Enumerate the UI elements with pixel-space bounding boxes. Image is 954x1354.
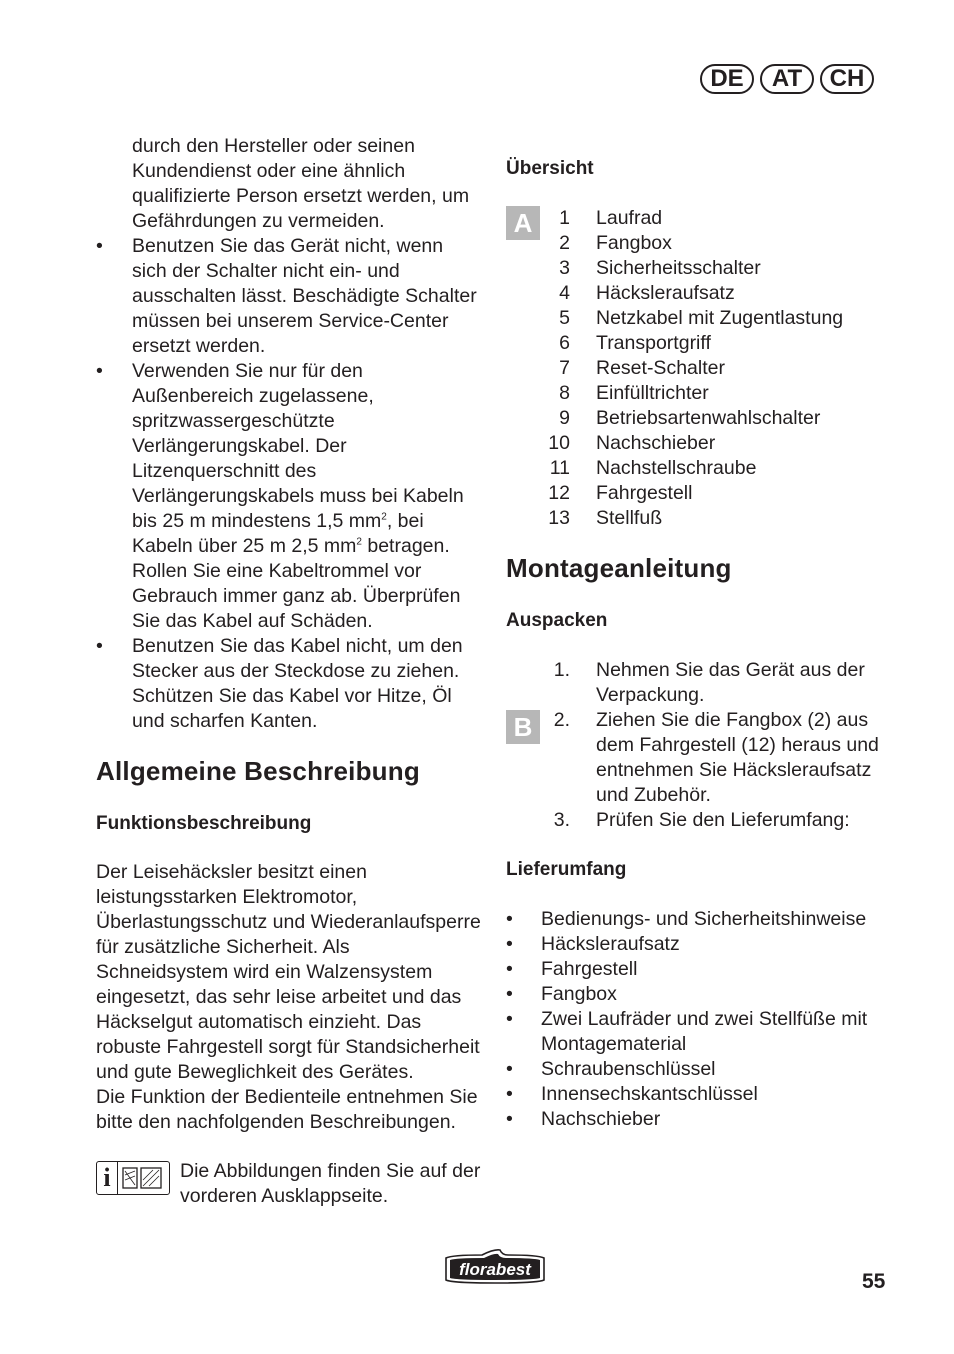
bullet-symbol: • xyxy=(506,1008,513,1030)
scope-item xyxy=(506,932,906,957)
scope-item xyxy=(506,907,906,932)
function-description-note: Die Funktion der Bedienteile entnehmen Sie bitte den nachfolgenden Beschreibungen. xyxy=(96,1086,478,1133)
section-title-assembly: Montageanleitung xyxy=(506,553,732,583)
country-badges xyxy=(700,64,874,94)
function-description-text: Der Leisehäcksler besitzt einen leistungsstarken Elektromotor, Überlastungsschutz und Wiederanlaufsperre für zusätzliche Sicherheit. Als Schneidsystem wird ein Walzensystem eingesetzt, das sehr leise arbeitet und das Häckselgut automatisch einzieht. Das robuste Fahrgestell sorgt für Standsicherheit und gute Beweglichkeit des Gerätes. xyxy=(96,861,481,1083)
bullet-symbol: • xyxy=(506,1083,513,1105)
safety-bullet-text: Benutzen Sie das Kabel nicht, um den Stecker aus der Steckdose zu ziehen. Schützen Sie das Kabel vor Hitze, Öl und scharfen Kanten. xyxy=(132,635,463,732)
item-label: Fangbox xyxy=(596,232,672,254)
overview-item xyxy=(506,281,906,306)
item-label: Häcksleraufsatz xyxy=(596,282,735,304)
item-label: Nachstellschraube xyxy=(596,457,757,479)
intro-continuation: durch den Hersteller oder seinen Kundendienst oder eine ähnlich qualifizierte Person ersetzt werden, um Gefährdungen zu vermeiden. xyxy=(132,135,470,232)
subsection-title-function: Funktionsbeschreibung xyxy=(96,813,312,834)
item-number: 8 xyxy=(559,382,570,404)
item-label: Transportgriff xyxy=(596,332,711,354)
left-column xyxy=(96,134,481,1209)
unpacking-step xyxy=(506,808,906,833)
brand-logo-text: florabest xyxy=(459,1260,531,1279)
overview-list xyxy=(506,206,906,531)
scope-item xyxy=(506,1082,906,1107)
item-number: 3 xyxy=(559,257,570,279)
scope-item xyxy=(506,982,906,1007)
bullet-symbol: • xyxy=(506,1108,513,1130)
bullet-symbol: • xyxy=(506,1058,513,1080)
overview-item xyxy=(506,431,906,456)
item-number: 11 xyxy=(549,457,570,479)
safety-bullet xyxy=(96,634,481,734)
item-number: 5 xyxy=(559,307,570,329)
scope-item xyxy=(506,957,906,982)
country-badge-de: DE xyxy=(700,64,754,94)
overview-item xyxy=(506,306,906,331)
item-number: 1 xyxy=(559,207,570,229)
bullet-symbol: • xyxy=(506,983,513,1005)
overview-item xyxy=(506,481,906,506)
item-label: Netzkabel mit Zugentlastung xyxy=(596,307,844,329)
overview-item xyxy=(506,506,906,531)
figure-b-marker: B xyxy=(506,710,540,744)
safety-bullet-list xyxy=(96,234,481,734)
foldout-pages-icon xyxy=(118,1162,169,1194)
subsection-title-unpacking: Auspacken xyxy=(506,610,608,631)
step-text: Nehmen Sie das Gerät aus der Verpackung. xyxy=(596,659,865,706)
info-note xyxy=(96,1159,481,1209)
scope-item-text: Schraubenschlüssel xyxy=(541,1058,716,1080)
info-foldout-icon xyxy=(96,1161,170,1195)
overview-item xyxy=(506,381,906,406)
info-letter: i xyxy=(97,1162,118,1194)
overview-item xyxy=(506,456,906,481)
item-label: Betriebsartenwahlschalter xyxy=(596,407,821,429)
safety-bullet-text: Verwenden Sie nur für den Außenbereich zugelassene, spritzwassergeschützte Verlängerungskabel. Der Litzenquerschnitt des Verlängerungskabels muss bei Kabeln bis 25 m mindestens 1,5 $mm^2$, bei Kabeln über 25 m 2,5 $mm^2$ betragen. Rollen Sie eine Kabeltrommel vor Gebrauch immer ganz ab. Überprüfen Sie das Kabel auf Schäden. xyxy=(132,360,464,632)
bullet-symbol: • xyxy=(96,635,103,657)
step-number: 1. xyxy=(553,659,570,681)
section-title-general-description: Allgemeine Beschreibung xyxy=(96,756,420,786)
unpacking-steps xyxy=(506,658,906,833)
step-text: Ziehen Sie die Fangbox (2) aus dem Fahrgestell (12) heraus und entnehmen Sie Häcksleraufsatz und Zubehör. xyxy=(596,709,879,806)
unpacking-section xyxy=(506,658,906,833)
florabest-logo xyxy=(442,1246,548,1291)
overview-item xyxy=(506,331,906,356)
item-number: 9 xyxy=(559,407,570,429)
scope-item-text: Fangbox xyxy=(541,983,617,1005)
info-note-text: Die Abbildungen finden Sie auf der vorderen Ausklappseite. xyxy=(180,1160,481,1207)
bullet-symbol: • xyxy=(506,958,513,980)
step-number: 2. xyxy=(553,709,570,731)
scope-item-text: Bedienungs- und Sicherheitshinweise xyxy=(541,908,867,930)
item-number: 7 xyxy=(559,357,570,379)
overview-section xyxy=(506,206,906,531)
item-label: Sicherheitsschalter xyxy=(596,257,761,279)
overview-item xyxy=(506,206,906,231)
item-label: Laufrad xyxy=(596,207,663,229)
item-number: 10 xyxy=(548,432,570,454)
right-column xyxy=(506,158,906,1132)
item-number: 13 xyxy=(548,507,570,529)
item-label: Nachschieber xyxy=(596,432,716,454)
bullet-symbol: • xyxy=(506,908,513,930)
overview-item xyxy=(506,356,906,381)
bullet-symbol: • xyxy=(96,235,103,257)
figure-a-marker: A xyxy=(506,206,540,240)
overview-title: Übersicht xyxy=(506,158,594,179)
step-number: 3. xyxy=(553,809,570,831)
item-number: 6 xyxy=(559,332,570,354)
overview-item xyxy=(506,406,906,431)
scope-item-text: Nachschieber xyxy=(541,1108,661,1130)
scope-item xyxy=(506,1007,906,1057)
safety-bullet xyxy=(96,234,481,359)
country-badge-at: AT xyxy=(760,64,814,94)
subsection-title-scope-of-delivery: Lieferumfang xyxy=(506,859,627,880)
scope-of-delivery-list xyxy=(506,907,906,1132)
safety-bullet xyxy=(96,359,481,634)
overview-item xyxy=(506,256,906,281)
page-number: 55 xyxy=(862,1270,886,1293)
bullet-symbol: • xyxy=(96,360,103,382)
step-text: Prüfen Sie den Lieferumfang: xyxy=(596,809,850,831)
scope-item xyxy=(506,1057,906,1082)
bullet-symbol: • xyxy=(506,933,513,955)
country-badge-ch: CH xyxy=(820,64,874,94)
scope-item-text: Häcksleraufsatz xyxy=(541,933,680,955)
item-number: 2 xyxy=(559,232,570,254)
unpacking-step xyxy=(506,708,906,808)
item-number: 4 xyxy=(559,282,570,304)
scope-item-text: Fahrgestell xyxy=(541,958,638,980)
overview-item xyxy=(506,231,906,256)
item-label: Reset-Schalter xyxy=(596,357,725,379)
scope-item xyxy=(506,1107,906,1132)
unpacking-step xyxy=(506,658,906,708)
item-label: Fahrgestell xyxy=(596,482,693,504)
item-label: Einfülltrichter xyxy=(596,382,709,404)
item-number: 12 xyxy=(548,482,570,504)
scope-item-text: Innensechskantschlüssel xyxy=(541,1083,758,1105)
item-label: Stellfuß xyxy=(596,507,663,529)
safety-bullet-text: Benutzen Sie das Gerät nicht, wenn sich der Schalter nicht ein- und ausschalten lässt. Beschädigte Schalter müssen bei unserem Service-Center ersetzt werden. xyxy=(132,235,477,357)
scope-item-text: Zwei Laufräder und zwei Stellfüße mit Montagematerial xyxy=(541,1008,868,1055)
